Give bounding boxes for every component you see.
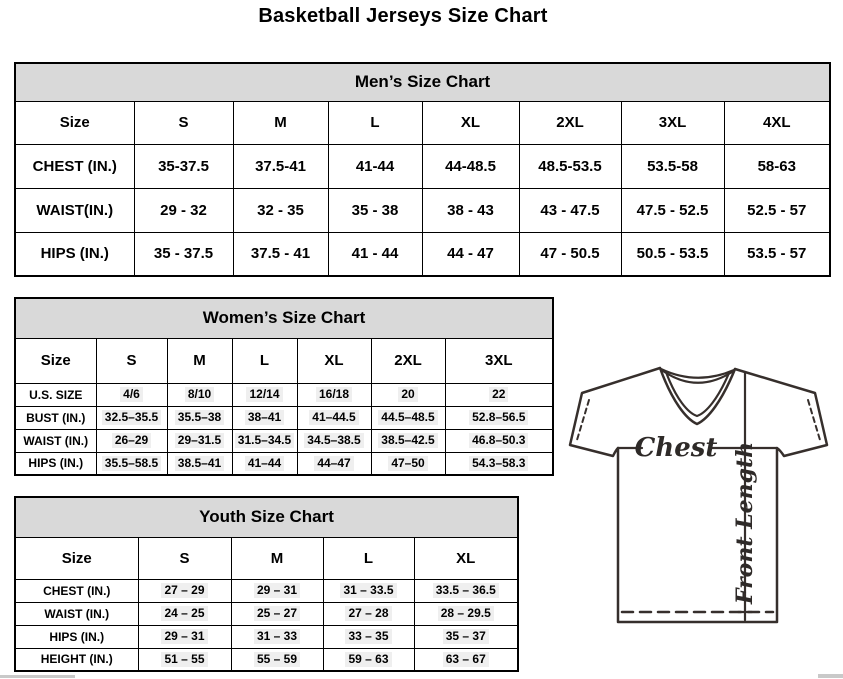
mens-data-row — [15, 144, 830, 188]
youth-cell-value: 27 – 28 — [345, 606, 391, 621]
womens-cell-value: 31.5–34.5 — [235, 433, 294, 448]
womens-size-table — [14, 297, 554, 476]
womens-cell — [96, 406, 167, 429]
youth-cell — [323, 625, 414, 648]
womens-cell — [371, 383, 445, 406]
youth-cell-value: 27 – 29 — [161, 583, 207, 598]
womens-cell-value: 41–44 — [245, 456, 284, 471]
youth-cell-value: 59 – 63 — [345, 652, 391, 667]
womens-data-row — [15, 429, 553, 452]
youth-cell — [138, 648, 231, 671]
youth-cell — [138, 579, 231, 602]
womens-cell-value: 44.5–48.5 — [378, 410, 437, 425]
mens-cell: 37.5-41 — [233, 144, 328, 188]
youth-cell — [323, 579, 414, 602]
womens-row-label: HIPS (IN.) — [15, 452, 96, 475]
womens-cell-value: 26–29 — [112, 433, 151, 448]
womens-cell-value: 12/14 — [246, 387, 282, 402]
youth-row-label: HIPS (IN.) — [15, 625, 138, 648]
womens-cell — [167, 383, 232, 406]
womens-cell-value: 41–44.5 — [309, 410, 358, 425]
scrollbar-fragment-right[interactable] — [818, 674, 843, 678]
womens-cell-value: 32.5–35.5 — [102, 410, 161, 425]
mens-cell: 47.5 - 52.5 — [621, 188, 724, 232]
youth-data-row — [15, 625, 518, 648]
womens-cell — [232, 429, 297, 452]
youth-cell-value: 29 – 31 — [254, 583, 300, 598]
womens-row-label: BUST (IN.) — [15, 406, 96, 429]
womens-cell-value: 47–50 — [388, 456, 427, 471]
womens-cell — [96, 452, 167, 475]
youth-row-label: WAIST (IN.) — [15, 602, 138, 625]
womens-cell — [371, 429, 445, 452]
womens-cell-value: 4/6 — [120, 387, 143, 402]
womens-cell — [232, 452, 297, 475]
mens-cell: 50.5 - 53.5 — [621, 232, 724, 276]
youth-cell — [138, 602, 231, 625]
youth-data-row — [15, 648, 518, 671]
womens-cell-value: 35.5–38 — [175, 410, 224, 425]
womens-size-header-row — [15, 338, 553, 383]
womens-size-col-S: S — [96, 338, 167, 383]
womens-cell — [371, 406, 445, 429]
youth-cell-value: 28 – 29.5 — [438, 606, 494, 621]
youth-size-header-row — [15, 537, 518, 579]
mens-cell: 29 - 32 — [134, 188, 233, 232]
mens-cell: 43 - 47.5 — [519, 188, 621, 232]
youth-data-row — [15, 602, 518, 625]
mens-size-header-row — [15, 101, 830, 144]
youth-cell-value: 63 – 67 — [443, 652, 489, 667]
womens-data-row — [15, 383, 553, 406]
mens-size-col-XL: XL — [422, 101, 519, 144]
chest-label: Chest — [634, 433, 718, 463]
mens-size-col-2XL: 2XL — [519, 101, 621, 144]
womens-row-label: WAIST (IN.) — [15, 429, 96, 452]
mens-row-label: WAIST(IN.) — [15, 188, 134, 232]
mens-data-row — [15, 232, 830, 276]
youth-size-col-M: M — [231, 537, 323, 579]
mens-size-col-M: M — [233, 101, 328, 144]
youth-size-col-S: S — [138, 537, 231, 579]
youth-cell — [323, 602, 414, 625]
womens-cell — [232, 406, 297, 429]
mens-title-row — [15, 63, 830, 101]
youth-cell — [138, 625, 231, 648]
womens-title-row — [15, 298, 553, 338]
youth-cell — [231, 625, 323, 648]
mens-col-header: Size — [15, 101, 134, 144]
mens-cell: 53.5 - 57 — [724, 232, 830, 276]
womens-cell — [167, 452, 232, 475]
youth-cell-value: 35 – 37 — [443, 629, 489, 644]
womens-size-col-3XL: 3XL — [445, 338, 553, 383]
womens-cell-value: 38.5–42.5 — [378, 433, 437, 448]
youth-row-label: CHEST (IN.) — [15, 579, 138, 602]
youth-size-col-XL: XL — [414, 537, 518, 579]
womens-cell — [96, 383, 167, 406]
jersey-measurement-diagram — [556, 361, 841, 633]
mens-cell: 35 - 37.5 — [134, 232, 233, 276]
youth-title-row — [15, 497, 518, 537]
womens-cell-value: 34.5–38.5 — [304, 433, 363, 448]
mens-cell: 32 - 35 — [233, 188, 328, 232]
youth-cell — [414, 602, 518, 625]
youth-col-header: Size — [15, 537, 138, 579]
youth-cell — [414, 648, 518, 671]
womens-size-col-XL: XL — [297, 338, 371, 383]
youth-cell — [231, 602, 323, 625]
mens-cell: 44 - 47 — [422, 232, 519, 276]
womens-cell — [445, 452, 553, 475]
mens-cell: 58-63 — [724, 144, 830, 188]
mens-cell: 44-48.5 — [422, 144, 519, 188]
womens-cell-value: 8/10 — [185, 387, 214, 402]
youth-cell — [231, 579, 323, 602]
mens-cell: 38 - 43 — [422, 188, 519, 232]
womens-data-row — [15, 406, 553, 429]
youth-cell — [414, 625, 518, 648]
mens-cell: 41 - 44 — [328, 232, 422, 276]
womens-col-header: Size — [15, 338, 96, 383]
mens-chart-title: Men’s Size Chart — [15, 63, 830, 101]
womens-size-col-L: L — [232, 338, 297, 383]
womens-cell — [371, 452, 445, 475]
youth-row-label: HEIGHT (IN.) — [15, 648, 138, 671]
youth-cell-value: 33 – 35 — [345, 629, 391, 644]
youth-chart-title: Youth Size Chart — [15, 497, 518, 537]
womens-cell-value: 38–41 — [245, 410, 284, 425]
page-title: Basketball Jerseys Size Chart — [258, 5, 548, 27]
jersey-outline-shape — [570, 368, 827, 622]
womens-size-col-M: M — [167, 338, 232, 383]
horizontal-scrollbar-fragment-left[interactable] — [0, 675, 75, 678]
womens-cell-value: 20 — [398, 387, 417, 402]
youth-cell — [323, 648, 414, 671]
youth-cell-value: 33.5 – 36.5 — [433, 583, 499, 598]
womens-cell — [232, 383, 297, 406]
mens-data-row — [15, 188, 830, 232]
womens-cell — [167, 429, 232, 452]
mens-cell: 41-44 — [328, 144, 422, 188]
womens-cell — [445, 406, 553, 429]
womens-cell — [96, 429, 167, 452]
womens-cell — [445, 383, 553, 406]
youth-cell-value: 55 – 59 — [254, 652, 300, 667]
youth-size-table — [14, 496, 519, 672]
mens-cell: 52.5 - 57 — [724, 188, 830, 232]
youth-cell — [231, 648, 323, 671]
youth-cell-value: 31 – 33 — [254, 629, 300, 644]
youth-cell-value: 25 – 27 — [254, 606, 300, 621]
womens-cell-value: 35.5–58.5 — [102, 456, 161, 471]
youth-cell-value: 51 – 55 — [161, 652, 207, 667]
mens-cell: 35 - 38 — [328, 188, 422, 232]
mens-cell: 37.5 - 41 — [233, 232, 328, 276]
womens-size-col-2XL: 2XL — [371, 338, 445, 383]
youth-cell-value: 29 – 31 — [161, 629, 207, 644]
womens-cell — [297, 452, 371, 475]
mens-size-col-S: S — [134, 101, 233, 144]
mens-size-table — [14, 62, 831, 277]
youth-size-col-L: L — [323, 537, 414, 579]
womens-cell-value: 29–31.5 — [175, 433, 224, 448]
mens-cell: 53.5-58 — [621, 144, 724, 188]
womens-cell-value: 16/18 — [316, 387, 352, 402]
womens-row-label: U.S. SIZE — [15, 383, 96, 406]
womens-cell-value: 46.8–50.3 — [469, 433, 528, 448]
womens-cell-value: 44–47 — [314, 456, 353, 471]
womens-cell — [297, 383, 371, 406]
womens-cell — [167, 406, 232, 429]
mens-size-col-L: L — [328, 101, 422, 144]
womens-chart-title: Women’s Size Chart — [15, 298, 553, 338]
womens-cell-value: 38.5–41 — [175, 456, 224, 471]
womens-data-row — [15, 452, 553, 475]
womens-cell-value: 22 — [489, 387, 508, 402]
mens-cell: 48.5-53.5 — [519, 144, 621, 188]
mens-size-col-4XL: 4XL — [724, 101, 830, 144]
womens-cell — [297, 406, 371, 429]
mens-cell: 35-37.5 — [134, 144, 233, 188]
mens-row-label: CHEST (IN.) — [15, 144, 134, 188]
womens-cell — [297, 429, 371, 452]
mens-cell: 47 - 50.5 — [519, 232, 621, 276]
front-length-label: Front Length — [732, 441, 758, 605]
youth-data-row — [15, 579, 518, 602]
mens-size-col-3XL: 3XL — [621, 101, 724, 144]
youth-cell-value: 24 – 25 — [161, 606, 207, 621]
womens-cell-value: 54.3–58.3 — [469, 456, 528, 471]
youth-cell-value: 31 – 33.5 — [340, 583, 396, 598]
mens-row-label: HIPS (IN.) — [15, 232, 134, 276]
youth-cell — [414, 579, 518, 602]
womens-cell-value: 52.8–56.5 — [469, 410, 528, 425]
womens-cell — [445, 429, 553, 452]
